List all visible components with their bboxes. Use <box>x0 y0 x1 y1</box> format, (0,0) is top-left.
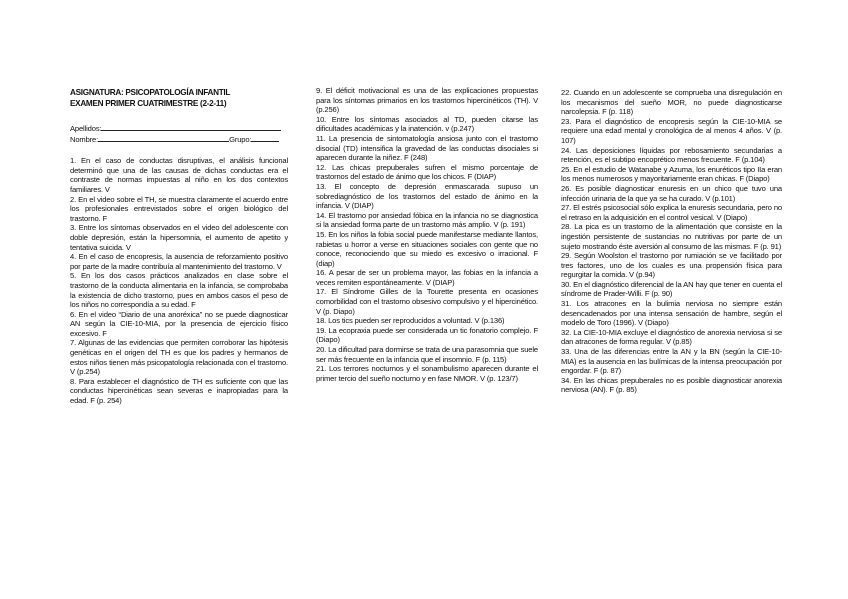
question-9: 9. El déficit motivacional es una de las explicaciones propuestas para los síntomas primarios en los trastornos hipercinéticos (TH). V (p.256) <box>316 86 538 115</box>
exam-title <box>70 88 288 109</box>
question-31: 31. Los atracones en la bulimia nerviosa no siempre están desencadenados por una intensa sensación de hambre, según el modelo de Toro (1996). V (Diapo) <box>561 299 782 328</box>
question-24: 24. Las deposiciones líquidas por rebosamiento secundarias a retención, es el subtipo encoprético menos frecuente. F (p.104) <box>561 145 782 165</box>
question-33: 33. Una de las diferencias entre la AN y la BN (según la CIE-10-MIA) es la ausencia en las bulímicas de la intensa preocupación por engordar. F (p. 87) <box>561 347 782 376</box>
nombre-label: Nombre: <box>70 134 99 144</box>
column-1 <box>70 88 288 406</box>
question-25: 25. En el estudio de Watanabe y Azuma, los enuréticos tipo IIa eran los menos numerosos y mayoritariamente eran chicas. F (Diapo) <box>561 164 782 184</box>
question-1: 1. En el caso de conductas disruptivas, el análisis funcional determinó que una de las causas de dichas conductas era el contraste de normas impuestas al niño en los dos contextos familiares. V <box>70 156 288 194</box>
apellidos-field <box>70 123 288 134</box>
column-3 <box>561 88 782 395</box>
question-7: 7. Algunas de las evidencias que permiten corroborar las hipótesis genéticas en el origen del TH es que los padres y hermanos de estos niños tienen más psicopatología relacionada con el trastorno. V (p.254) <box>70 338 288 377</box>
question-4: 4. En el caso de encopresis, la ausencia de reforzamiento positivo por parte de la madre contribuía al mantenimiento del trastorno. V <box>70 252 288 271</box>
apellidos-label: Apellidos: <box>70 124 102 133</box>
student-fields <box>70 123 288 144</box>
question-3: 3. Entre los síntomas observados en el video del adolescente con doble depresión, están la hipersomnia, el aumento de apetito y tentativa suicida. V <box>70 223 288 252</box>
question-18: 18. Los tics pueden ser reproducidos a voluntad. V (p.136) <box>316 316 505 326</box>
question-29: 29. Según Woolston el trastorno por rumiación se ve facilitado por tres factores, uno de los cuales es una propensión física para regurgitar la comida. V (p.94) <box>561 251 782 280</box>
question-16: 16. A pesar de ser un problema mayor, las fobias en la infancia a veces remiten espontáneamente. V (DIAP) <box>316 268 538 287</box>
question-28: 28. La pica es un trastorno de la alimentación que consiste en la ingestión persistente de sustancias no nutritivas por parte de un sujeto mostrando éste aversión al consumo de las mismas. F (p. 91) <box>561 222 782 251</box>
question-30: 30. En el diagnóstico diferencial de la AN hay que tener en cuenta el síndrome de Prader-Willi. F (p. 90) <box>561 279 782 299</box>
title-subject: ASIGNATURA: PSICOPATOLOGÍA INFANTIL <box>70 88 231 97</box>
question-8: 8. Para establecer el diagnóstico de TH es suficiente con que las conductas hipercinéticas sean severas e inapropiadas para la edad. F (p. 254) <box>70 376 288 406</box>
question-34: 34. En las chicas prepuberales no es posible diagnosticar anorexia nerviosa (AN). F (p. 85) <box>561 375 782 395</box>
question-13: 13. El concepto de depresión enmascarada supuso un sobrediagnóstico de los trastornos del estado de ánimo en la infancia. V (DIAP) <box>316 181 538 211</box>
question-32: 32. La CIE-10-MIA excluye el diagnóstico de anorexia nerviosa si se dan atracones de forma regular. V (p.85) <box>561 327 782 347</box>
question-5: 5. En los dos casos prácticos analizados en clase sobre el trastorno de la conducta alimentaria en la infancia, se comprobaba la existencia de dicho trastorno, pues en ambos casos el peso de los niños no correspondía a su edad. F <box>70 271 288 310</box>
question-27: 27. El estrés psicosocial sólo explica la enuresis secundaria, pero no el retraso en la adquisición en el control vesical. V (Diapo) <box>561 203 782 222</box>
question-15: 15. En los niños la fobia social puede manifestarse mediante llantos, rabietas u horror a verse en situaciones sociales con gente que no conoce, reconociendo que su miedo es excesivo o irracional. F (diap) <box>316 229 538 268</box>
question-2: 2. En el video sobre el TH, se muestra claramente el acuerdo entre los profesionales entrevistados sobre el origen biológico del trastorno. F <box>70 194 288 223</box>
nombre-field <box>70 134 288 145</box>
apellidos-line <box>101 123 281 131</box>
question-21: 21. Los terrores nocturnos y el sonambulismo aparecen durante el primer tercio del sueño nocturno y en fase NMOR. V (p. 123/7) <box>316 364 538 383</box>
question-23: 23. Para el diagnóstico de encopresis según la CIE-10-MIA se requiere una edad mental y cronológica de al menos 4 años. V (p. 107) <box>561 116 782 145</box>
nombre-line <box>98 134 229 142</box>
question-20: 20. La dificultad para dormirse se trata de una parasomnia que suele ser más frecuente en la infancia que el insomnio. F (p. 115) <box>316 345 538 364</box>
question-19: 19. La ecopraxia puede ser considerada un tic fonatorio complejo. F (Diapo) <box>316 325 538 345</box>
column-2 <box>316 86 538 383</box>
question-6: 6. En el video “Diario de una anoréxica” no se puede diagnosticar AN según la CIE-10-MIA, por la presencia de ejercicio físico excesivo. F <box>70 309 288 338</box>
question-11: 11. La presencia de sintomatología ansiosa junto con el trastorno disocial (TD) intensifica la gravedad de las conductas disociales si aparecen durante la niñez. F (248) <box>316 133 538 163</box>
question-12: 12. Las chicas prepuberales sufren el mismo porcentaje de trastornos del estado de ánimo que los chicos. F (DIAP) <box>316 162 538 182</box>
grupo-label: Grupo: <box>229 134 252 144</box>
question-10: 10. Entre los síntomas asociados al TD, pueden citarse las dificultades académicas y la inatención. v (p.247) <box>316 114 538 134</box>
title-exam: EXAMEN PRIMER CUATRIMESTRE (2-2-11) <box>70 98 227 108</box>
question-17: 17. El Síndrome Gilles de la Tourette presenta en ocasiones comorbilidad con el trastorno obsesivo compulsivo y el hipercinético. V (p. Diapo) <box>316 287 538 316</box>
question-26: 26. Es posible diagnosticar enuresis en un chico que tuvo una infección urinaria de la que ya se ha curado. V (p.101) <box>561 183 782 203</box>
question-22: 22. Cuando en un adolescente se comprueba una disregulación en los mecanismos del sueño MOR, no puede diagnosticarse narcolepsia. F (p. 118) <box>561 88 782 117</box>
question-14: 14. El trastorno por ansiedad fóbica en la infancia no se diagnostica si la ansiedad forma parte de un trastorno más amplio. V (p. 191) <box>316 210 538 230</box>
grupo-line <box>251 134 279 142</box>
